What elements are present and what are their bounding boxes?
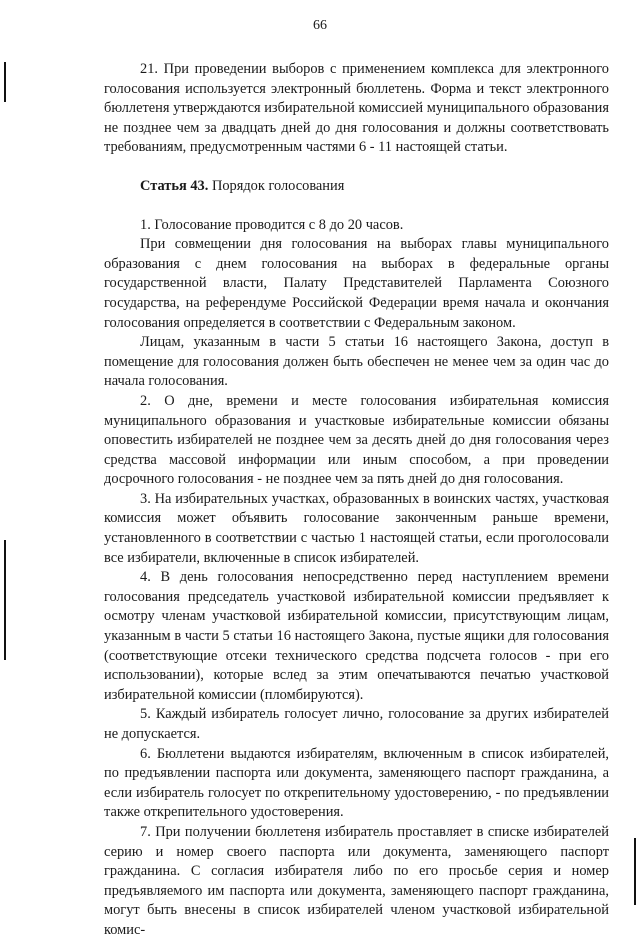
scan-edge-mark: [634, 838, 636, 905]
paragraph: 3. На избирательных участках, образованных в воинских частях, участковая комиссия может объявить голосование законченным раньше времени, установленного в соответствии с частью 1 настоящей статьи, если проголосовали все избиратели, включенные в список избирателей.: [104, 490, 609, 566]
paragraph: 7. При получении бюллетеня избиратель проставляет в списке избирателей серию и номер своего паспорта или документа, заменяющего паспорт гражданина. С согласия избирателя либо по его просьбе серия и номер предъявляемого им паспорта или документа, заменяющего паспорт гражданина, могут быть внесены в список избирателей членом участковой избирательной комис-: [104, 823, 609, 938]
article-label: Статья 43.: [140, 177, 209, 194]
paragraph: 5. Каждый избиратель голосует лично, голосование за других избирателей не допускается.: [104, 706, 609, 742]
paragraph: 21. При проведении выборов с применением комплекса для электронного голосования используется электронный бюллетень. Форма и текст электронного бюллетеня утверждаются избирательной комиссией муниципального образования не позднее чем за двадцать дней до дня голосования и должны соответствовать требованиям, предусмотренным частями 6 - 11 настоящей статьи.: [104, 61, 609, 156]
article-heading: [104, 177, 609, 197]
scan-edge-mark: [4, 62, 6, 102]
paragraph: 4. В день голосования непосредственно перед наступлением времени голосования председатель участковой избирательной комиссии предъявляет к осмотру членам участковой избирательной комиссии, присутствующим лицам, указанным в части 5 статьи 16 настоящего Закона, пустые ящики для голосования (соответствующие отсеки технического средства подсчета голосов - при его использовании), которые вслед за этим опечатываются печатью участковой избирательной комиссии (пломбируются).: [104, 569, 609, 703]
article-title: Порядок голосования: [211, 177, 345, 194]
document-body: [104, 60, 609, 941]
paragraph: 2. О дне, времени и месте голосования избирательная комиссия муниципального образования и участковые избирательные комиссии обязаны оповестить избирателей не позднее чем за десять дней до дня голосования через средства массовой информации или иным способом, а при проведении досрочного голосования - не позднее чем за пять дней до дня голосования.: [104, 392, 609, 488]
paragraph: 1. Голосование проводится с 8 до 20 часов.: [140, 216, 404, 233]
page-number: 66: [313, 18, 327, 33]
paragraph: При совмещении дня голосования на выборах главы муниципального образования с днем голосования на выборах в федеральные органы государственной власти, Палату Представителей Парламента Союзного государства, на референдуме Российской Федерации время начала и окончания голосования определяется в соответствии с Федеральным законом.: [104, 236, 609, 331]
paragraph: Лицам, указанным в части 5 статьи 16 настоящего Закона, доступ в помещение для голосования должен быть обеспечен не менее чем за один час до начала голосования.: [104, 334, 609, 390]
paragraph: 6. Бюллетени выдаются избирателям, включенным в список избирателей, по предъявлении паспорта или документа, заменяющего паспорт гражданина, а если избиратель голосует по открепительному удостоверению, - по предъявлении также открепительного удостоверения.: [104, 745, 609, 821]
scan-edge-mark: [4, 540, 6, 660]
